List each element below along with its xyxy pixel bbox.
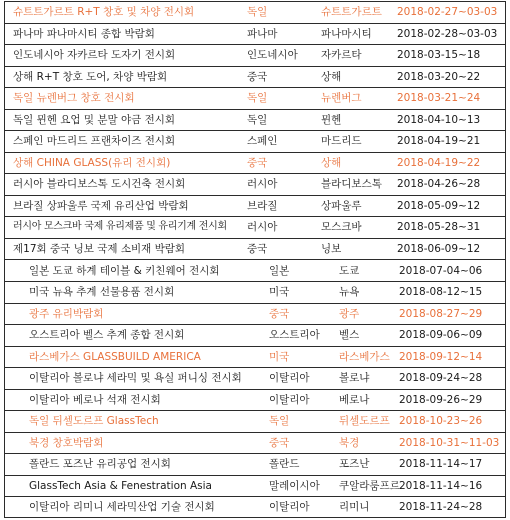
country-cell: 오스트리아 bbox=[269, 329, 320, 342]
table-row bbox=[5, 2, 505, 24]
date-cell: 2018-10-31~11-03 bbox=[399, 436, 500, 449]
table-row bbox=[5, 110, 505, 132]
country-cell: 독일 bbox=[247, 6, 268, 18]
country-cell: 폴란드 bbox=[269, 458, 300, 471]
date-cell: 2018-04-19~21 bbox=[397, 135, 481, 148]
date-cell: 2018-09-26~29 bbox=[399, 393, 483, 406]
date-cell: 2018-08-12~15 bbox=[399, 286, 483, 299]
exhibition-name-cell: 러시아 블라디보스톡 도시건축 전시회 bbox=[13, 178, 186, 191]
date-cell: 2018-09-12~14 bbox=[399, 350, 483, 363]
table-row bbox=[5, 131, 505, 153]
date-cell: 2018-05-09~12 bbox=[397, 199, 481, 212]
date-cell: 2018-04-10~13 bbox=[397, 113, 481, 126]
country-cell: 말레이시아 bbox=[269, 479, 320, 492]
country-cell: 스페인 bbox=[247, 135, 278, 148]
table-row bbox=[5, 368, 505, 390]
city-cell: 모스크바 bbox=[321, 221, 362, 234]
city-cell: 파나마시티 bbox=[321, 27, 372, 40]
exhibition-name-cell: 폴란드 포즈난 유리공업 전시회 bbox=[29, 458, 171, 471]
table-row bbox=[5, 45, 505, 67]
table-row bbox=[5, 217, 505, 239]
date-cell: 2018-03-20~22 bbox=[397, 70, 481, 83]
country-cell: 일본 bbox=[269, 264, 290, 277]
exhibition-name-cell: 일본 도쿄 하계 테이블 & 키친웨어 전시회 bbox=[29, 264, 220, 277]
date-cell: 2018-03-15~18 bbox=[397, 49, 481, 62]
country-cell: 이탈리아 bbox=[269, 393, 310, 406]
table-row bbox=[5, 24, 505, 46]
city-cell: 도쿄 bbox=[339, 264, 360, 277]
country-cell: 독일 bbox=[247, 113, 268, 126]
city-cell: 블라디보스톡 bbox=[321, 178, 382, 191]
exhibition-name-cell: 북경 창호박람회 bbox=[29, 436, 104, 449]
city-cell: 상해 bbox=[321, 70, 342, 83]
city-cell: 뉴렌버그 bbox=[321, 92, 362, 105]
date-cell: 2018-08-27~29 bbox=[399, 307, 483, 320]
table-row bbox=[5, 282, 505, 304]
country-cell: 중국 bbox=[247, 242, 268, 255]
city-cell: 베로나 bbox=[339, 393, 370, 406]
table-row bbox=[5, 325, 505, 347]
exhibition-name-cell: 이탈리아 볼로냐 세라믹 및 욕실 퍼니싱 전시회 bbox=[29, 372, 242, 385]
table-row bbox=[5, 411, 505, 433]
date-cell: 2018-11-24~28 bbox=[399, 501, 483, 514]
date-cell: 2018-02-27~03-03 bbox=[397, 6, 498, 18]
exhibition-name-cell: 인도네시아 자카르타 도자기 전시회 bbox=[13, 49, 176, 62]
exhibition-name-cell: 오스트리아 벨스 추계 종합 전시회 bbox=[29, 329, 185, 342]
exhibition-name-cell: 독일 뒤셀도르프 GlassTech bbox=[29, 415, 159, 428]
date-cell: 2018-11-14~17 bbox=[399, 458, 483, 471]
date-cell: 2018-02-28~03-03 bbox=[397, 27, 498, 40]
city-cell: 볼로냐 bbox=[339, 372, 370, 385]
table-row bbox=[5, 153, 505, 175]
exhibition-name-cell: 라스베가스 GLASSBUILD AMERICA bbox=[29, 350, 201, 363]
exhibition-name-cell: 미국 뉴욕 추계 선물용품 전시회 bbox=[29, 286, 175, 299]
date-cell: 2018-04-19~22 bbox=[397, 156, 481, 169]
city-cell: 리미니 bbox=[339, 501, 370, 514]
city-cell: 포즈난 bbox=[339, 458, 370, 471]
date-cell: 2018-07-04~06 bbox=[399, 264, 483, 277]
country-cell: 인도네시아 bbox=[247, 49, 298, 62]
table-row bbox=[5, 261, 505, 283]
city-cell: 뒤셀도르프 bbox=[339, 415, 390, 428]
exhibition-name-cell: GlassTech Asia & Fenestration Asia bbox=[29, 479, 212, 492]
country-cell: 독일 bbox=[269, 415, 290, 428]
exhibition-name-cell: 슈트트가르트 R+T 창호 및 차양 전시회 bbox=[13, 6, 195, 18]
exhibition-name-cell: 광주 유리박람회 bbox=[29, 307, 104, 320]
country-cell: 러시아 bbox=[247, 221, 278, 234]
exhibition-name-cell: 제17회 중국 닝보 국제 소비재 박람회 bbox=[13, 242, 186, 255]
table-row bbox=[5, 497, 505, 519]
country-cell: 이탈리아 bbox=[269, 372, 310, 385]
country-cell: 중국 bbox=[269, 436, 290, 449]
exhibition-name-cell: 러시아 모스크바 국제 유리제품 및 유리기계 전시회 bbox=[13, 221, 227, 233]
country-cell: 중국 bbox=[247, 70, 268, 83]
city-cell: 북경 bbox=[339, 436, 360, 449]
exhibition-name-cell: 독일 뉴렌버그 창호 전시회 bbox=[13, 92, 135, 105]
table-row bbox=[5, 88, 505, 110]
exhibition-name-cell: 독일 뮌헨 요업 및 분말 야금 전시회 bbox=[13, 113, 176, 126]
table-row bbox=[5, 196, 505, 218]
date-cell: 2018-10-23~26 bbox=[399, 415, 483, 428]
date-cell: 2018-09-06~09 bbox=[399, 329, 483, 342]
country-cell: 독일 bbox=[247, 92, 268, 105]
table-row bbox=[5, 476, 505, 498]
exhibition-name-cell: 상해 CHINA GLASS(유리 전시회) bbox=[13, 156, 171, 169]
date-cell: 2018-06-09~12 bbox=[397, 242, 481, 255]
exhibition-name-cell: 브라질 상파울루 국제 유리산업 박람회 bbox=[13, 199, 189, 212]
exhibition-name-cell: 스페인 마드리드 프랜차이즈 전시회 bbox=[13, 135, 176, 148]
date-cell: 2018-05-28~31 bbox=[397, 221, 481, 234]
city-cell: 벨스 bbox=[339, 329, 360, 342]
date-cell: 2018-11-14~16 bbox=[399, 479, 483, 492]
country-cell: 중국 bbox=[269, 307, 290, 320]
exhibition-name-cell: 이탈리아 베로나 석재 전시회 bbox=[29, 393, 161, 406]
country-cell: 파나마 bbox=[247, 27, 278, 40]
city-cell: 뉴욕 bbox=[339, 286, 360, 299]
table-row bbox=[5, 347, 505, 369]
table-row bbox=[5, 390, 505, 412]
city-cell: 쿠알라룸프르 bbox=[339, 479, 400, 492]
city-cell: 닝보 bbox=[321, 242, 342, 255]
table-row bbox=[5, 174, 505, 196]
table-row bbox=[5, 239, 505, 261]
city-cell: 상해 bbox=[321, 156, 342, 169]
city-cell: 뮌헨 bbox=[321, 113, 342, 126]
table-row bbox=[5, 433, 505, 455]
country-cell: 이탈리아 bbox=[269, 501, 310, 514]
city-cell: 자카르타 bbox=[321, 49, 362, 62]
date-cell: 2018-04-26~28 bbox=[397, 178, 481, 191]
city-cell: 마드리드 bbox=[321, 135, 362, 148]
country-cell: 브라질 bbox=[247, 199, 278, 212]
city-cell: 슈트트가르트 bbox=[321, 6, 382, 18]
exhibition-schedule-table bbox=[4, 1, 506, 518]
country-cell: 러시아 bbox=[247, 178, 278, 191]
table-row bbox=[5, 454, 505, 476]
country-cell: 중국 bbox=[247, 156, 268, 169]
exhibition-name-cell: 이탈리아 리미니 세라믹산업 기술 전시회 bbox=[29, 501, 215, 514]
date-cell: 2018-03-21~24 bbox=[397, 92, 481, 105]
table-row bbox=[5, 67, 505, 89]
table-row bbox=[5, 304, 505, 326]
exhibition-name-cell: 파나마 파나마시티 종합 박람회 bbox=[13, 27, 155, 40]
date-cell: 2018-09-24~28 bbox=[399, 372, 483, 385]
exhibition-name-cell: 상해 R+T 창호 도어, 차양 박람회 bbox=[13, 70, 168, 83]
city-cell: 상파울루 bbox=[321, 199, 362, 212]
city-cell: 라스베가스 bbox=[339, 350, 390, 363]
country-cell: 미국 bbox=[269, 286, 290, 299]
country-cell: 미국 bbox=[269, 350, 290, 363]
city-cell: 광주 bbox=[339, 307, 360, 320]
